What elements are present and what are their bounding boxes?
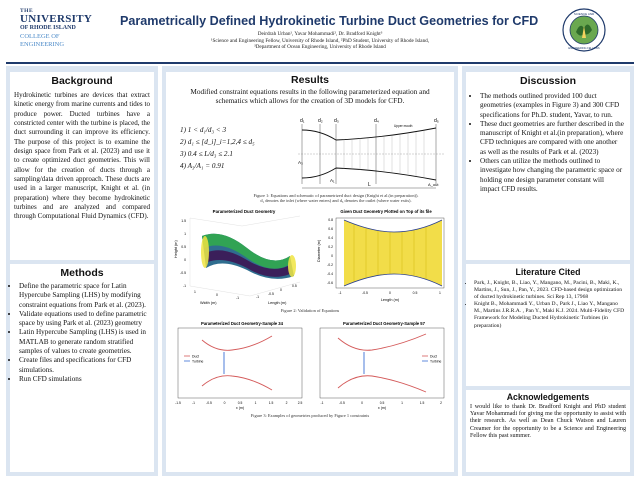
plot-2-ytick: -0.4 <box>327 272 333 276</box>
logo-university: UNIVERSITY <box>20 13 93 25</box>
logo-the: THE <box>20 8 34 14</box>
poster-title: Parametrically Defined Hydrokinetic Turbine Duct Geometries for CFD <box>120 14 539 28</box>
plot-2-xlabel: Length (m) <box>380 298 400 302</box>
figure-1-caption <box>226 193 446 204</box>
plot-2-xtick: 0.5 <box>412 291 418 295</box>
duct-schematic <box>294 116 450 192</box>
plot-4-title: Parameterized Duct Geometry-Sample 57 <box>343 321 425 326</box>
logo-college: COLLEGE OF <box>20 33 60 40</box>
logo-engineering: ENGINEERING <box>20 41 65 48</box>
plot-1-xtick: -1 <box>236 296 240 300</box>
plot-1-xtick: 0 <box>280 288 282 292</box>
plot-3-xtick: 1 <box>254 401 257 405</box>
discussion-list <box>466 92 630 194</box>
sample-57-plot <box>314 318 450 410</box>
plot-2-ytick: 0.6 <box>328 227 333 231</box>
plot-1-ytick: -0.5 <box>180 271 186 275</box>
badge-top-text: SCIENCE AND <box>573 12 595 16</box>
list-item: • Latin Hypercube Sampling (LHS) is used in MATLAB to generate random stratified samples of values to create geometries. <box>19 328 151 356</box>
affiliation-line-1: ¹Science and Engineering Fellow, University of Rhode Island, ²PhD Student, University of Rhode Island, <box>210 37 430 44</box>
equation-4: 4) A₃/A₁ = 0.91 <box>180 162 225 170</box>
list-item: • Knight B., Mohammadi Y., Urban D., Park J., Liao Y., Mangano M., Martins J.R.R.A. , Pan Y., Maki K.J. 2024. Multi-Fidelity CFD Framework for Modeling Ducted Hydrokinetic Turbines (in preparation) <box>474 301 626 329</box>
plot-4-xtick: 1 <box>401 401 403 405</box>
plot-2-ytick: -0.2 <box>327 263 333 267</box>
background-panel <box>10 72 154 260</box>
methods-title: Methods <box>60 267 104 279</box>
label-upper-mouth: Upper mouth <box>394 124 413 128</box>
label-length: L <box>368 182 371 188</box>
plot-3-xtick: 2.5 <box>297 401 303 405</box>
plot-2-ytick: 0.4 <box>328 236 333 240</box>
plot-4-xtick: -0.5 <box>339 401 345 405</box>
plot-1-ytick: 1.5 <box>181 219 186 223</box>
plot-1-xtick: -1 <box>256 295 260 299</box>
author-names: Deirdrah Urban¹, Yavar Mohammadi², Dr. Bradford Knight³ <box>257 31 383 37</box>
plot-4-xlabel: x (m) <box>377 406 387 410</box>
figure-1-caption-line-1: Figure 1: Equations and schematic of parametrized duct design (Knight et al.(in preparation)). <box>253 193 419 198</box>
list-item: • Validate equations used to define parametric space by using Park et al. (2023) geometry <box>19 310 151 329</box>
label-aout: A_out <box>428 182 439 187</box>
plot-2-ylabel: Diameter (m) <box>317 239 321 262</box>
label-d4: d₄ <box>374 118 379 124</box>
uri-logo <box>20 8 96 48</box>
acknowledgements-title: Acknowledgements <box>506 392 590 402</box>
given-duct-geometry-plot <box>314 206 450 306</box>
plot-4-xtick: 1.5 <box>419 401 425 405</box>
acknowledgements-panel <box>466 390 630 472</box>
poster-authors <box>120 31 520 51</box>
plot-3-xtick: -1.5 <box>175 401 181 405</box>
plot-1-ytick: 0 <box>184 258 186 262</box>
plot-2-xtick: 1 <box>439 291 441 295</box>
logo-of-ri: OF RHODE ISLAND <box>20 25 76 31</box>
plot-3-legend-duct: Duct <box>192 354 199 359</box>
label-d1: d₁ <box>300 118 305 124</box>
label-d5: d₅ <box>434 118 439 124</box>
plot-3-xtick: 0.5 <box>237 401 243 405</box>
plot-2-xtick: -0.5 <box>362 291 368 295</box>
results-panel <box>166 72 454 472</box>
plot-1-xtick: 0.5 <box>292 284 297 288</box>
background-title: Background <box>51 75 113 87</box>
label-d2: d₂ <box>318 118 323 124</box>
plot-3-xtick: 2 <box>285 401 288 405</box>
methods-panel <box>10 264 154 472</box>
list-item: • Run CFD simulations <box>19 375 151 384</box>
plot-4-xtick: 0 <box>361 401 363 405</box>
plot-3-xtick: 1.5 <box>268 401 274 405</box>
plot-2-title: Given Duct Geometry Plotted on Top of its file <box>340 209 432 214</box>
plot-4-xtick: 2 <box>440 401 442 405</box>
plot-4-xtick: -1 <box>320 401 324 405</box>
constraint-equations <box>180 124 280 172</box>
plot-2-xtick: 0 <box>389 291 391 295</box>
acknowledgements-text: I would like to thank Dr. Bradford Knight and PhD student Yavar Mohammadi for giving me the opportunity to assist with their research. As well as Dean Chuck Watson and Lauren Creamer for the opportunity to be a Science and Engineering Fellow this past summer. <box>470 404 626 439</box>
plot-1-ytick: 1 <box>184 232 186 236</box>
list-item: • Create files and specifications for CFD simulations. <box>19 356 151 375</box>
plot-3-xtick: 0 <box>223 401 226 405</box>
plot-1-title: Parameterized Duct Geometry <box>212 209 276 214</box>
plot-1-xtick: -0.5 <box>268 292 274 296</box>
equation-1: 1) 1 < d₁/d₃ < 3 <box>180 126 227 134</box>
discussion-title: Discussion <box>519 75 577 87</box>
equation-3: 3) 0.4 ≤ L/d₃ ≤ 2.1 <box>180 150 233 158</box>
plot-4-legend-turbine: Turbine <box>430 359 442 364</box>
plot-3-xtick: -0.5 <box>206 401 212 405</box>
figure-3-caption: Figure 3: Examples of geometries produced by Figure 1 constraints <box>250 413 370 418</box>
discussion-panel <box>466 72 630 260</box>
plot-2-xtick: -1 <box>338 291 342 295</box>
results-intro: Modified constraint equations results in the following parameterized equation and schematics which allows for the creation of 3D models for CFD. <box>190 87 430 105</box>
figure-1-caption-line-2: d₁ denotes the inlet (where water enters) and d₅ denotes the outlet (where water exits). <box>260 198 412 204</box>
label-d3: d₃ <box>334 118 339 124</box>
plot-1-ytick: 0.5 <box>181 245 186 249</box>
plot-3-xlabel: x (m) <box>235 406 245 410</box>
plot-2-ytick: -0.6 <box>327 281 333 285</box>
literature-title: Literature Cited <box>515 267 581 277</box>
fellows-badge-icon <box>562 8 606 52</box>
parameterized-duct-3d-plot <box>172 206 308 306</box>
plot-2-ytick: 0 <box>331 254 333 258</box>
list-item: • Define the parametric space for Latin Hypercube Sampling (LHS) by modifying constraint equations from Park et al. (2023). <box>19 282 151 310</box>
list-item: • These duct geometries are further described in the manuscript of Knight et al.(in preparation), where CFD techniques are compared with one another as well as the results of Park et al. (2023) <box>480 120 624 157</box>
plot-1-ytick: -1 <box>182 284 186 288</box>
plot-4-xtick: 0.5 <box>379 401 385 405</box>
literature-list <box>466 280 630 330</box>
label-a1: A₁ <box>330 178 335 183</box>
list-item: • The methods outlined provided 100 duct geometries (examples in Figure 3) and 300 CFD specifications for Ph.D. student, Yavar, to run. <box>480 92 624 120</box>
results-title: Results <box>291 74 329 86</box>
background-text: Hydrokinetic turbines are devices that extract kinetic energy from marine currents and tides to produce power. Ducted turbines have a constricted center with the turbine is placed, the duct surrounding it can improve its efficiency. The purpose of this project is to examine the design space from Park et al. (2023) and use it to create optimized duct geometries. This will allow for the creation of ducts through a sampling/data driven approach. These ducts are used in a larger manuscript, Knight et al. (in preparation) where they become hydrokinetic turbines and are analyzed and compared through Computational Fluid Dynamics (CFD). <box>14 91 150 221</box>
plot-1-xlabel: Width (m) <box>200 301 217 305</box>
list-item: • Park, J., Knight, B., Liao, Y., Mangano, M., Pacini, B., Maki, K., Martins, J., Sun, J., Pan, Y., 2023. CFD-based design optimization of ducted hydrokinetic turbines. Sci Rep 13, 17968 <box>474 280 626 301</box>
list-item: • Others can utilize the methods outlined to investigate how changing the parametric space or holding one design parameter constant will impact CFD results. <box>480 157 624 194</box>
plot-1-x2label: Length (m) <box>268 301 287 305</box>
plot-3-title: Parameterized Duct Geometry-Sample 34 <box>201 321 283 326</box>
affiliation-line-2: ³Department of Ocean Engineering, University of Rhode Island <box>254 44 386 51</box>
plot-3-xtick: -1 <box>192 401 195 405</box>
plot-4-legend-duct: Duct <box>430 354 437 359</box>
badge-bottom-text: ENGINEERING FELLOWS <box>568 47 600 50</box>
plot-1-ylabel: Height (m) <box>174 240 178 258</box>
plot-1-xtick: 1 <box>194 290 196 294</box>
sample-34-plot <box>172 318 308 410</box>
figure-2-caption: Figure 2: Validation of Equations <box>280 308 340 313</box>
literature-panel <box>466 264 630 386</box>
plot-3-legend-turbine: Turbine <box>192 359 204 364</box>
header-divider <box>6 62 634 64</box>
plot-2-ytick: 0.2 <box>328 245 333 249</box>
label-a3: A₃ <box>298 160 303 165</box>
plot-2-ytick: 0.8 <box>328 218 333 222</box>
methods-list <box>10 282 154 384</box>
plot-1-xtick: 0 <box>216 293 218 297</box>
equation-2: 2) d₁ ≤ [d_i]_i=1,2,4 ≤ d₅ <box>180 138 255 146</box>
